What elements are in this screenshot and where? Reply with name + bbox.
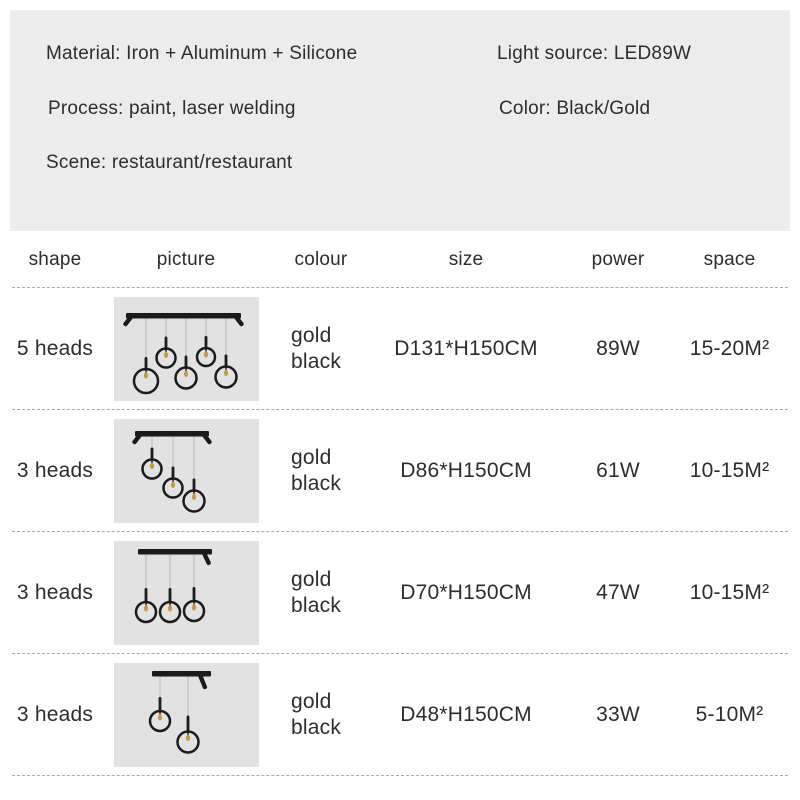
cell-power: 61W xyxy=(596,459,640,482)
table-row xyxy=(0,654,800,776)
cell-power: 33W xyxy=(596,703,640,726)
cell-size: D86*H150CM xyxy=(400,459,532,482)
table-row xyxy=(0,410,800,532)
product-image-3-heads-row xyxy=(114,541,259,645)
cell-space: 5-10M² xyxy=(695,703,764,726)
colour-line-gold: gold xyxy=(291,324,332,347)
spec-process: Process: paint, laser welding xyxy=(48,98,296,119)
product-image-3-heads-cascade xyxy=(114,419,259,523)
cell-shape: 5 heads xyxy=(16,337,94,360)
table-row xyxy=(0,532,800,654)
colour-line-black: black xyxy=(291,594,342,617)
spec-scene: Scene: restaurant/restaurant xyxy=(46,152,293,173)
cell-space: 15-20M² xyxy=(689,337,770,360)
spec-material: Material: Iron + Aluminum + Silicone xyxy=(46,43,358,64)
colour-line-gold: gold xyxy=(291,690,332,713)
colour-line-gold: gold xyxy=(291,568,332,591)
table-row xyxy=(0,288,800,410)
product-image-5-heads xyxy=(114,297,259,401)
cell-space: 10-15M² xyxy=(689,459,770,482)
info-panel xyxy=(10,10,790,231)
colour-line-black: black xyxy=(291,350,342,373)
cell-picture xyxy=(110,541,262,645)
cell-power: 47W xyxy=(596,581,640,604)
spec-light-source: Light source: LED89W xyxy=(497,43,692,64)
cell-colour xyxy=(262,445,380,497)
cell-colour xyxy=(262,689,380,741)
column-header-size: size xyxy=(448,248,484,270)
product-image-3-heads-two-rings xyxy=(114,663,259,767)
cell-picture xyxy=(110,297,262,401)
cell-colour xyxy=(262,567,380,619)
column-header-picture: picture xyxy=(156,248,216,270)
spec-color: Color: Black/Gold xyxy=(499,98,651,119)
cell-picture xyxy=(110,419,262,523)
cell-size: D70*H150CM xyxy=(400,581,532,604)
cell-picture xyxy=(110,663,262,767)
colour-line-gold: gold xyxy=(291,446,332,469)
cell-shape: 3 heads xyxy=(16,459,94,482)
colour-line-black: black xyxy=(291,716,342,739)
table-header-row xyxy=(0,231,800,288)
cell-shape: 3 heads xyxy=(16,581,94,604)
cell-shape: 3 heads xyxy=(16,703,94,726)
spec-table xyxy=(0,231,800,776)
column-header-power: power xyxy=(591,248,645,270)
colour-line-black: black xyxy=(291,472,342,495)
cell-space: 10-15M² xyxy=(689,581,770,604)
cell-size: D48*H150CM xyxy=(400,703,532,726)
column-header-colour: colour xyxy=(294,248,348,270)
cell-size: D131*H150CM xyxy=(394,337,538,360)
column-header-space: space xyxy=(703,248,756,270)
cell-colour xyxy=(262,323,380,375)
cell-power: 89W xyxy=(596,337,640,360)
column-header-shape: shape xyxy=(28,248,82,270)
